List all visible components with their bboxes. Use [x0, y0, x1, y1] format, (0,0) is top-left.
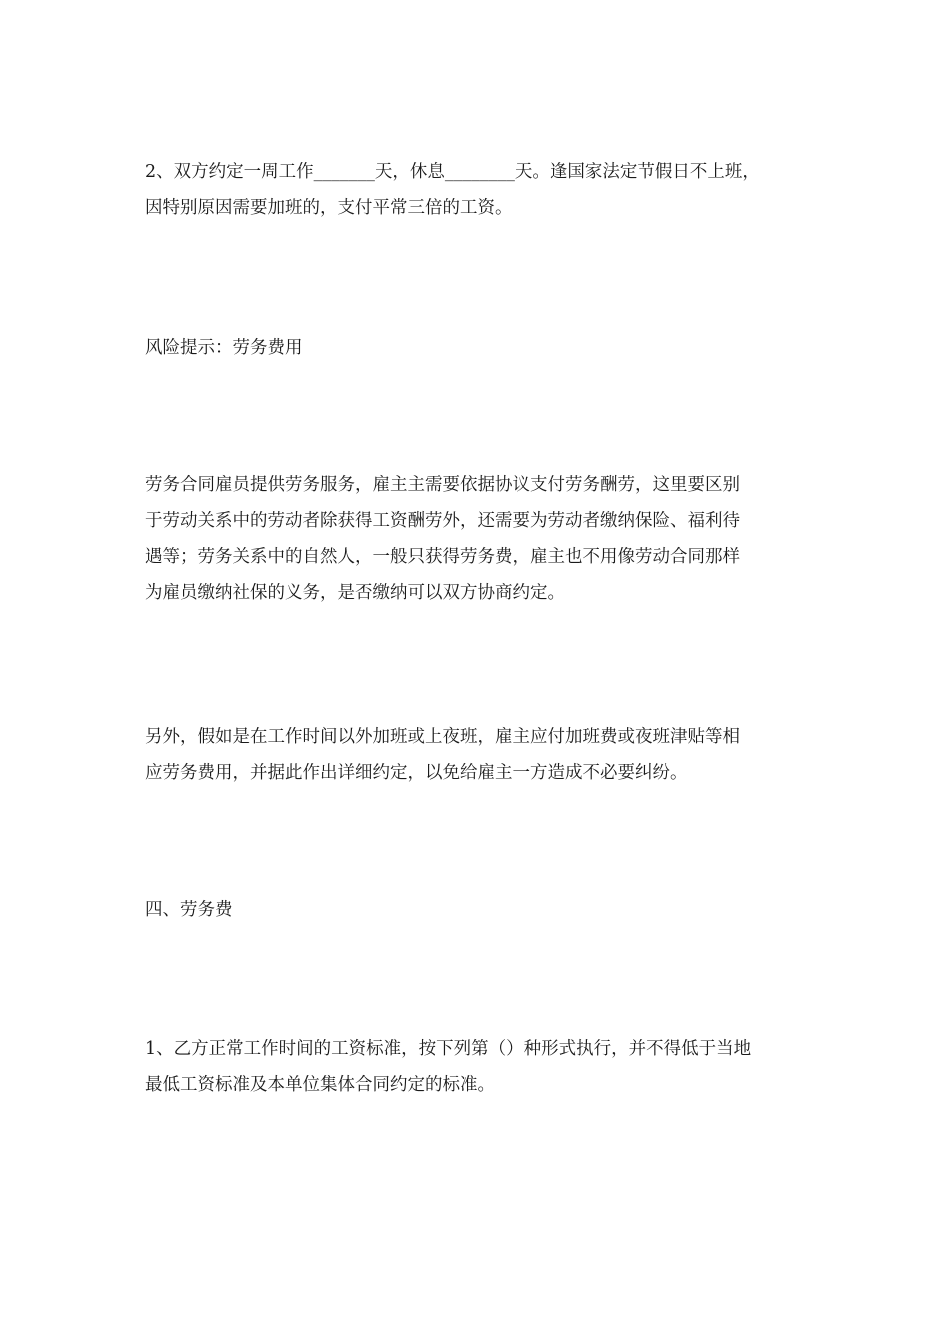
text-line: 劳务合同雇员提供劳务服务，雇主主需要依据协议支付劳务酬劳，这里要区别 [145, 475, 740, 495]
text-line: 最低工资标准及本单位集体合同约定的标准。 [145, 1075, 495, 1095]
text-line: 四、劳务费 [145, 900, 233, 920]
text-line: 为雇员缴纳社保的义务，是否缴纳可以双方协商约定。 [145, 583, 565, 603]
text-line: 遇等；劳务关系中的自然人，一般只获得劳务费，雇主也不用像劳动合同那样 [145, 547, 740, 567]
paragraph-labor-contract-explanation [145, 467, 810, 611]
text-line: 1、乙方正常工作时间的工资标准，按下列第（）种形式执行，并不得低于当地 [145, 1039, 752, 1059]
paragraph-wage-standard [145, 1031, 810, 1103]
text-line: 2、双方约定一周工作_______天，休息________天。逢国家法定节假日不上班， [145, 162, 760, 182]
text-line: 风险提示：劳务费用 [145, 338, 303, 358]
text-line: 因特别原因需要加班的，支付平常三倍的工资。 [145, 198, 513, 218]
text-line: 另外，假如是在工作时间以外加班或上夜班，雇主应付加班费或夜班津贴等相 [145, 727, 740, 747]
section-heading-risk-notice [145, 330, 810, 366]
text-line: 应劳务费用，并据此作出详细约定，以免给雇主一方造成不必要纠纷。 [145, 763, 688, 783]
paragraph-work-schedule [145, 154, 810, 226]
section-heading-labor-fee [145, 892, 810, 928]
paragraph-overtime-pay [145, 719, 810, 791]
text-line: 于劳动关系中的劳动者除获得工资酬劳外，还需要为劳动者缴纳保险、福利待 [145, 511, 740, 531]
